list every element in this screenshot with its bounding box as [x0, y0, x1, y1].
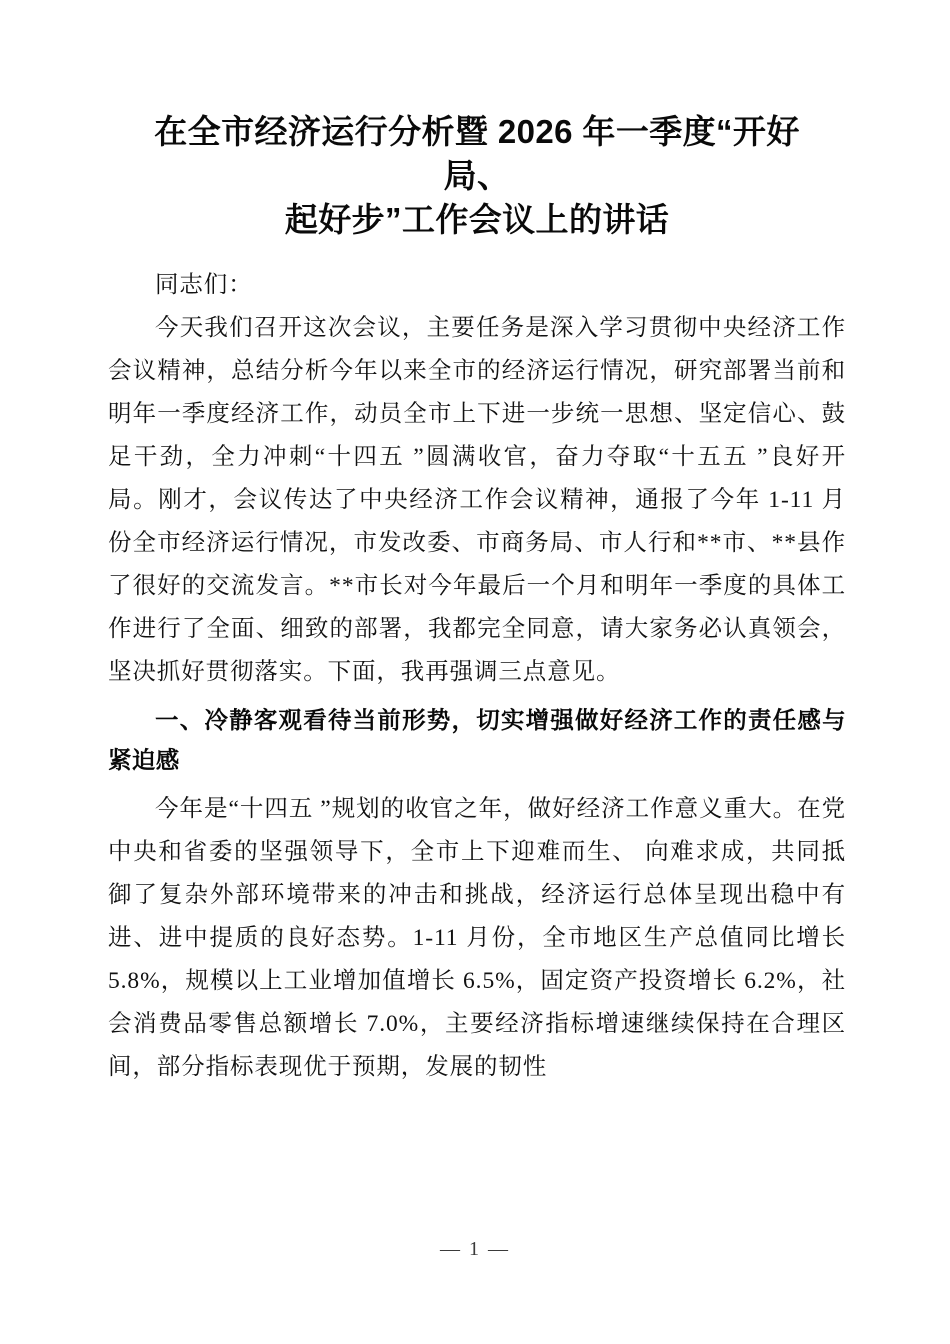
- page-title-line-2: 局、: [443, 157, 511, 194]
- salutation: 同志们：: [155, 272, 253, 298]
- page-title: [108, 0, 846, 242]
- section-1-paragraph-1: 今年是“十四五 ”规划的收官之年，做好经济工作意义重大。在党中央和省委的坚强领导下，全市上下迎难而生、 向难求成，共同抵御了复杂外部环境带来的冲击和挑战，经济运行总体呈现出稳中有进、进中提质的良好态势。1-11 月份，全市地区生产总值同比增长 5.8%，规模以上工业增加值增长 6.5%，固定资产投资增长 6.2%，社会消费品零售总额增长 7.0%，主要经济指标增速继续保持在合理区间，部分指标表现优于预期，发展的韧性: [108, 796, 846, 1080]
- page-title-line-3: 起好步”工作会议上的讲话: [284, 201, 670, 238]
- page-title-line-1: 在全市经济运行分析暨 2026 年一季度“开好: [154, 113, 800, 150]
- document-content: [108, 0, 846, 1089]
- opening-paragraph: 今天我们召开这次会议，主要任务是深入学习贯彻中央经济工作会议精神，总结分析今年以来全市的经济运行情况，研究部署当前和明年一季度经济工作，动员全市上下进一步统一思想、坚定信心、鼓足干劲，全力冲刺“十四五 ”圆满收官，奋力夺取“十五五 ”良好开局。刚才，会议传达了中央经济工作会议精神，通报了今年 1-11 月份全市经济运行情况，市发改委、市商务局、市人行和**市、**县作了很好的交流发言。**市长对今年最后一个月和明年一季度的具体工作进行了全面、细致的部署，我都完全同意，请大家务必认真领会，坚决抓好贯彻落实。下面，我再强调三点意见。: [108, 315, 846, 685]
- section-heading-1: 一、冷静客观看待当前形势，切实增强做好经济工作的责任感与紧迫感: [108, 707, 846, 773]
- page-number-footer: — 1 —: [440, 1238, 510, 1260]
